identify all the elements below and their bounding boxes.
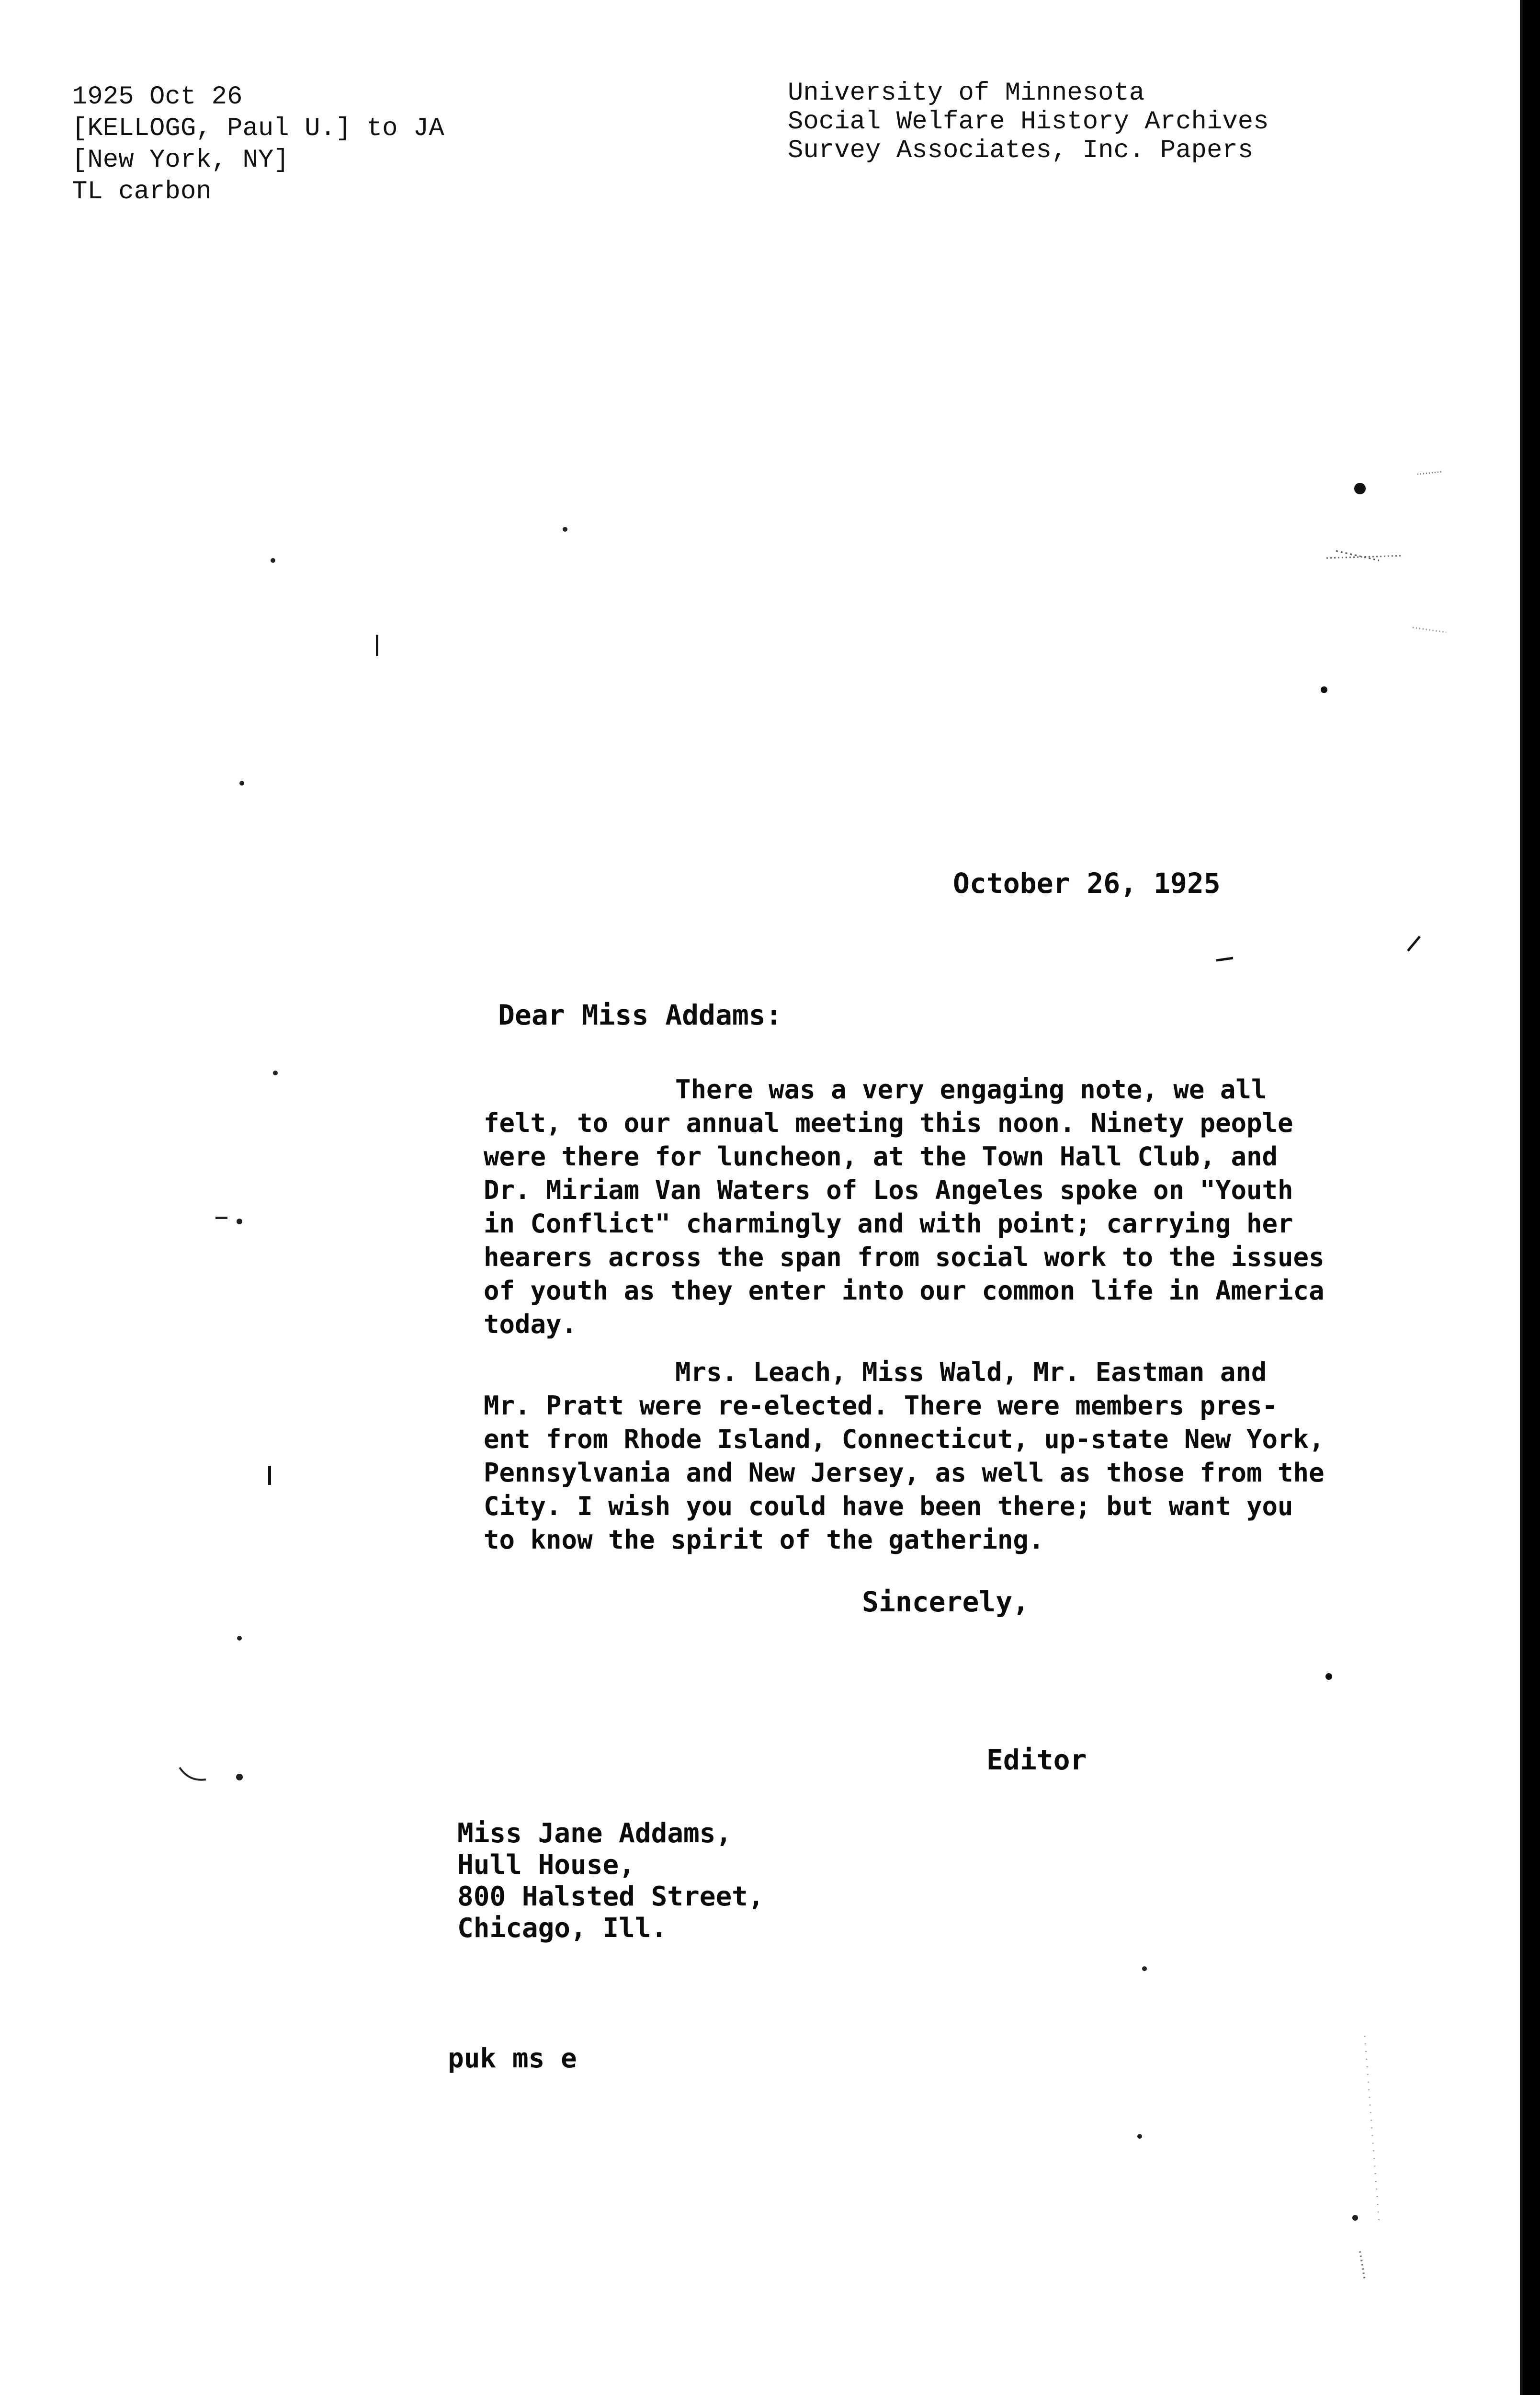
letter-paragraph-2 xyxy=(484,1356,1325,1557)
record-correspondents: [KELLOGG, Paul U.] to JA xyxy=(72,114,444,143)
paragraph-line: Mr. Pratt were re-elected. There were members pres- xyxy=(484,1391,1278,1421)
paragraph-line: today. xyxy=(484,1309,578,1339)
record-type: TL carbon xyxy=(72,177,212,206)
recipient-address xyxy=(457,1818,764,1944)
archive-record-info xyxy=(72,81,444,208)
paragraph-line: Pennsylvania and New Jersey, as well as those from the xyxy=(484,1458,1325,1488)
letter-closing: Sincerely, xyxy=(862,1585,1030,1618)
letter-date: October 26, 1925 xyxy=(953,867,1221,900)
paragraph-line: to know the spirit of the gathering. xyxy=(484,1525,1044,1555)
record-date: 1925 Oct 26 xyxy=(72,82,243,112)
typist-initials: puk ms e xyxy=(448,2043,577,2074)
address-line: Hull House, xyxy=(457,1849,635,1881)
address-line: Chicago, Ill. xyxy=(457,1913,668,1944)
letter-signature: Editor xyxy=(986,1744,1087,1776)
address-line: Miss Jane Addams, xyxy=(457,1818,732,1849)
record-place: [New York, NY] xyxy=(72,146,289,175)
paragraph-line: of youth as they enter into our common life in America xyxy=(484,1276,1325,1306)
letter-paragraph-1 xyxy=(484,1073,1325,1341)
source-institution: University of Minnesota xyxy=(788,79,1145,108)
paragraph-line: Mrs. Leach, Miss Wald, Mr. Eastman and xyxy=(675,1357,1267,1387)
paragraph-line: felt, to our annual meeting this noon. Ninety people xyxy=(484,1108,1293,1138)
address-line: 800 Halsted Street, xyxy=(457,1881,764,1912)
paragraph-line: Dr. Miriam Van Waters of Los Angeles spoke on "Youth xyxy=(484,1175,1293,1205)
paragraph-line: There was a very engaging note, we all xyxy=(675,1074,1267,1105)
archive-source-info xyxy=(788,79,1269,165)
paragraph-line: were there for luncheon, at the Town Hall Club, and xyxy=(484,1141,1278,1172)
source-archive: Social Welfare History Archives xyxy=(788,107,1269,137)
paragraph-line: ent from Rhode Island, Connecticut, up-state New York, xyxy=(484,1424,1325,1454)
paragraph-line: City. I wish you could have been there; but want you xyxy=(484,1491,1293,1521)
paragraph-line: hearers across the span from social work to the issues xyxy=(484,1242,1325,1272)
paragraph-line: in Conflict" charmingly and with point; carrying her xyxy=(484,1209,1293,1239)
source-collection: Survey Associates, Inc. Papers xyxy=(788,136,1254,165)
letter-salutation: Dear Miss Addams: xyxy=(498,999,782,1031)
